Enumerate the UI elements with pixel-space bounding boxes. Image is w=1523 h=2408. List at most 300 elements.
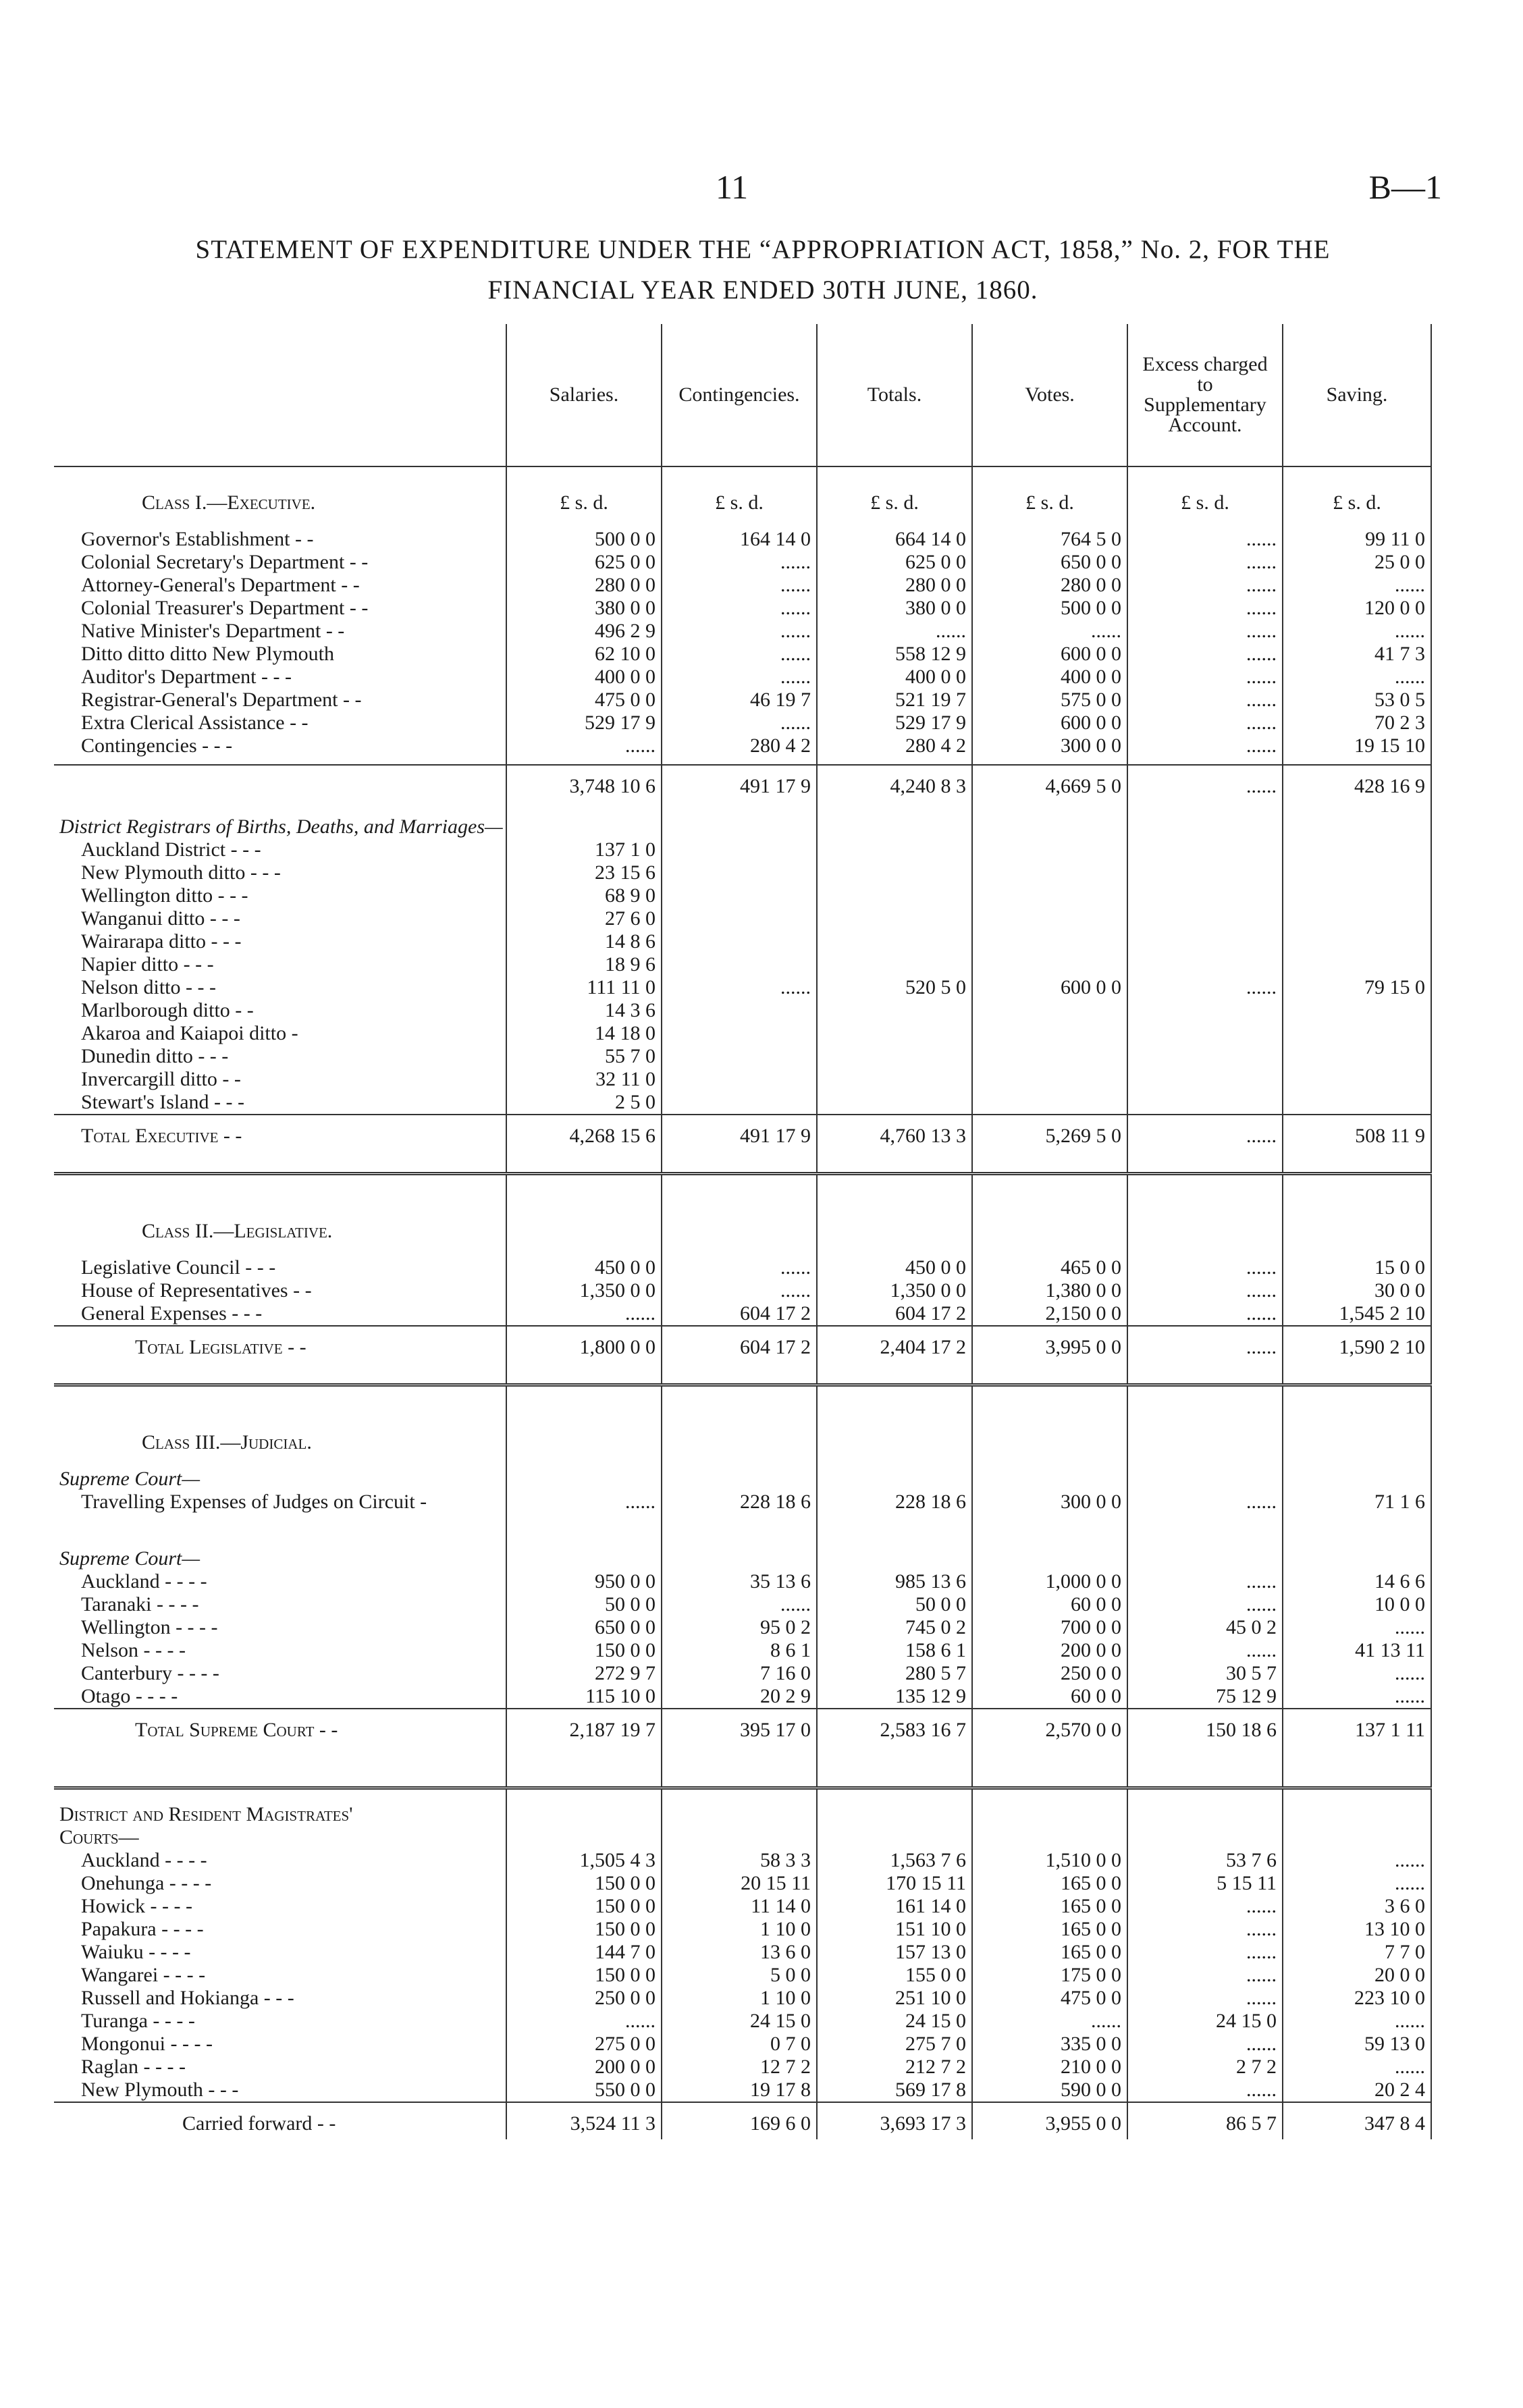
cell-salaries: 150 0 0 xyxy=(506,1639,662,1662)
cell-votes: 650 0 0 xyxy=(972,551,1127,574)
empty-cell xyxy=(817,1826,972,1849)
section-divider xyxy=(54,1174,1431,1196)
cell-excess: 45 0 2 xyxy=(1127,1616,1283,1639)
cell-excess: ...... xyxy=(1127,1987,1283,2010)
cell-votes: 590 0 0 xyxy=(972,2079,1127,2102)
cell-salaries: 4,268 15 6 xyxy=(506,1115,662,1152)
cell-totals: 275 7 0 xyxy=(817,2033,972,2056)
cell-saving: ...... xyxy=(1283,1849,1431,1872)
cell-totals: 625 0 0 xyxy=(817,551,972,574)
unit-label: £ s. d. xyxy=(1283,466,1431,514)
cell-salaries: 475 0 0 xyxy=(506,689,662,712)
cell-votes: 3,995 0 0 xyxy=(972,1326,1127,1363)
cell-saving: 508 11 9 xyxy=(1283,1115,1431,1152)
row-label: Total Supreme Court - - xyxy=(54,1709,506,1746)
header-row xyxy=(54,324,1431,466)
spacer xyxy=(817,1788,972,1804)
empty-cell xyxy=(506,1826,662,1849)
spacer xyxy=(54,1152,506,1174)
row-label: Wellington - - - - xyxy=(81,1616,218,1638)
cell-saving: 10 0 0 xyxy=(1283,1593,1431,1616)
table-row xyxy=(54,1302,1431,1326)
cell-excess: ...... xyxy=(1127,597,1283,620)
cell-contingencies: 20 2 9 xyxy=(662,1685,817,1709)
cell-votes: 165 0 0 xyxy=(972,1895,1127,1918)
cell-votes: 60 0 0 xyxy=(972,1685,1127,1709)
cell-salaries: 650 0 0 xyxy=(506,1616,662,1639)
cell-votes: 210 0 0 xyxy=(972,2056,1127,2079)
cell-excess: ...... xyxy=(1127,1941,1283,1964)
row-label: Extra Clerical Assistance - - xyxy=(81,712,309,734)
cell-votes xyxy=(972,861,1127,884)
unit-label: £ s. d. xyxy=(662,466,817,514)
cell-excess: 5 15 11 xyxy=(1127,1872,1283,1895)
cell-saving: ...... xyxy=(1283,666,1431,689)
cell-votes: 250 0 0 xyxy=(972,1662,1127,1685)
cell-excess: ...... xyxy=(1127,765,1283,802)
spacer xyxy=(1127,1363,1283,1385)
spacer-row xyxy=(54,757,1431,765)
row-label xyxy=(54,765,506,802)
cell-votes: 2,150 0 0 xyxy=(972,1302,1127,1326)
spacer xyxy=(506,1454,662,1468)
cell-contingencies: ...... xyxy=(662,643,817,666)
cell-salaries: 62 10 0 xyxy=(506,643,662,666)
total-row xyxy=(54,1115,1431,1152)
cell-excess: 2 7 2 xyxy=(1127,2056,1283,2079)
cell-totals: 985 13 6 xyxy=(817,1570,972,1593)
spacer-row xyxy=(54,1363,1431,1385)
table-row xyxy=(54,620,1431,643)
cell-saving: ...... xyxy=(1283,1616,1431,1639)
cell-totals: 280 4 2 xyxy=(817,734,972,757)
title-line-2: FINANCIAL YEAR ENDED 30TH JUNE, 1860. xyxy=(487,275,1038,304)
cell-contingencies: 395 17 0 xyxy=(662,1709,817,1746)
cell-totals: ...... xyxy=(817,620,972,643)
registrar-row xyxy=(54,1068,1431,1091)
table-row xyxy=(54,1872,1431,1895)
registrar-row xyxy=(54,930,1431,953)
cell-contingencies: 12 7 2 xyxy=(662,2056,817,2079)
cell-saving xyxy=(1283,953,1431,976)
table-row xyxy=(54,1987,1431,2010)
spacer xyxy=(506,514,662,528)
cell-salaries: ...... xyxy=(506,1302,662,1326)
spacer xyxy=(506,1788,662,1804)
cell-excess: ...... xyxy=(1127,2079,1283,2102)
row-label: Wellington ditto - - - xyxy=(81,884,248,907)
spacer xyxy=(54,1746,506,1788)
spacer xyxy=(662,1788,817,1804)
class-heading: Class I.—Executive. xyxy=(142,491,316,514)
cell-contingencies: 35 13 6 xyxy=(662,1570,817,1593)
cell-salaries: 144 7 0 xyxy=(506,1941,662,1964)
empty-cell xyxy=(662,1468,817,1491)
spacer xyxy=(506,757,662,765)
table-row xyxy=(54,1593,1431,1616)
empty-cell xyxy=(1127,1196,1283,1243)
cell-salaries: 496 2 9 xyxy=(506,620,662,643)
section-heading-label: Class III.—Judicial. xyxy=(142,1431,312,1453)
spacer xyxy=(662,1363,817,1385)
registrar-row xyxy=(54,884,1431,907)
cell-totals: 157 13 0 xyxy=(817,1941,972,1964)
unit-label: £ s. d. xyxy=(972,466,1127,514)
section-heading xyxy=(54,1803,1431,1826)
spacer xyxy=(54,1243,506,1256)
cell-votes xyxy=(972,953,1127,976)
row-label: Napier ditto - - - xyxy=(81,953,214,975)
spacer xyxy=(1283,1243,1431,1256)
spacer xyxy=(817,1385,972,1408)
row-label: Otago - - - - xyxy=(81,1685,178,1707)
cell-totals: 212 7 2 xyxy=(817,2056,972,2079)
cell-excess: ...... xyxy=(1127,1964,1283,1987)
cell-votes: ...... xyxy=(972,2010,1127,2033)
cell-totals: 170 15 11 xyxy=(817,1872,972,1895)
spacer xyxy=(1127,1746,1283,1788)
cell-contingencies xyxy=(662,1068,817,1091)
spacer xyxy=(54,1788,506,1804)
row-label: Contingencies - - - xyxy=(81,734,233,757)
cell-votes: 60 0 0 xyxy=(972,1593,1127,1616)
cell-saving xyxy=(1283,861,1431,884)
spacer xyxy=(54,802,506,815)
cell-contingencies: 169 6 0 xyxy=(662,2102,817,2139)
cell-contingencies: 11 14 0 xyxy=(662,1895,817,1918)
cell-excess: ...... xyxy=(1127,712,1283,734)
cell-totals: 135 12 9 xyxy=(817,1685,972,1709)
empty-cell xyxy=(1283,1547,1431,1570)
cell-excess: ...... xyxy=(1127,1639,1283,1662)
unit-label: £ s. d. xyxy=(506,466,662,514)
cell-saving: 41 7 3 xyxy=(1283,643,1431,666)
cell-saving: 20 0 0 xyxy=(1283,1964,1431,1987)
row-label: General Expenses - - - xyxy=(81,1302,263,1325)
empty-cell xyxy=(1127,1407,1283,1454)
cell-saving xyxy=(1283,907,1431,930)
cell-salaries: 380 0 0 xyxy=(506,597,662,620)
cell-salaries: 14 8 6 xyxy=(506,930,662,953)
cell-saving: 30 0 0 xyxy=(1283,1279,1431,1302)
section-heading-label: Supreme Court— xyxy=(59,1468,201,1490)
cell-totals xyxy=(817,999,972,1022)
cell-totals: 1,563 7 6 xyxy=(817,1849,972,1872)
spacer xyxy=(1283,1788,1431,1804)
cell-totals: 529 17 9 xyxy=(817,712,972,734)
cell-votes xyxy=(972,930,1127,953)
spacer xyxy=(1283,1152,1431,1174)
cell-totals: 380 0 0 xyxy=(817,597,972,620)
section-heading xyxy=(54,1196,1431,1243)
cell-votes: 475 0 0 xyxy=(972,1987,1127,2010)
cell-votes: 165 0 0 xyxy=(972,1872,1127,1895)
cell-salaries: 55 7 0 xyxy=(506,1045,662,1068)
cell-excess: ...... xyxy=(1127,1570,1283,1593)
section-heading-label: Class II.—Legislative. xyxy=(142,1220,333,1242)
section-heading xyxy=(54,815,1431,838)
table-row xyxy=(54,1964,1431,1987)
cell-salaries: 3,524 11 3 xyxy=(506,2102,662,2139)
cell-salaries: 150 0 0 xyxy=(506,1964,662,1987)
spacer xyxy=(662,1514,817,1547)
row-label: New Plymouth ditto - - - xyxy=(81,861,281,884)
cell-contingencies: ...... xyxy=(662,1256,817,1279)
table-row xyxy=(54,1491,1431,1514)
registrar-row xyxy=(54,999,1431,1022)
cell-contingencies: 95 0 2 xyxy=(662,1616,817,1639)
spacer xyxy=(972,1514,1127,1547)
col-totals: Totals. xyxy=(817,324,972,466)
spacer xyxy=(817,514,972,528)
carried-forward-row xyxy=(54,2102,1431,2139)
empty-cell xyxy=(1127,1803,1283,1826)
row-label: Nelson ditto - - - xyxy=(81,976,216,998)
cell-contingencies: 228 18 6 xyxy=(662,1491,817,1514)
cell-votes: 400 0 0 xyxy=(972,666,1127,689)
spacer xyxy=(662,757,817,765)
spacer xyxy=(1283,1746,1431,1788)
empty-cell xyxy=(972,1547,1127,1570)
col-contingencies: Contingencies. xyxy=(662,324,817,466)
cell-salaries: 1,800 0 0 xyxy=(506,1326,662,1363)
cell-saving: 7 7 0 xyxy=(1283,1941,1431,1964)
table-row xyxy=(54,1918,1431,1941)
row-label: Colonial Treasurer's Department - - xyxy=(81,597,369,619)
cell-saving: 53 0 5 xyxy=(1283,689,1431,712)
empty-cell xyxy=(1283,1803,1431,1826)
empty-cell xyxy=(662,1803,817,1826)
cell-contingencies: ...... xyxy=(662,620,817,643)
cell-contingencies: 1 10 0 xyxy=(662,1918,817,1941)
cell-excess: ...... xyxy=(1127,574,1283,597)
cell-votes xyxy=(972,999,1127,1022)
cell-excess: 86 5 7 xyxy=(1127,2102,1283,2139)
cell-saving xyxy=(1283,884,1431,907)
cell-contingencies xyxy=(662,953,817,976)
cell-excess: ...... xyxy=(1127,1279,1283,1302)
cell-salaries: 272 9 7 xyxy=(506,1662,662,1685)
cell-excess: ...... xyxy=(1127,1918,1283,1941)
empty-cell xyxy=(1127,1826,1283,1849)
cell-saving xyxy=(1283,930,1431,953)
cell-contingencies: ...... xyxy=(662,1593,817,1616)
spacer xyxy=(817,1174,972,1196)
cell-salaries: ...... xyxy=(506,1491,662,1514)
cell-salaries: 150 0 0 xyxy=(506,1872,662,1895)
empty-cell xyxy=(1127,1468,1283,1491)
spacer xyxy=(817,802,972,815)
empty-cell xyxy=(1283,815,1431,838)
section-heading-label: District and Resident Magistrates' xyxy=(59,1803,353,1825)
section-heading-label: District Registrars of Births, Deaths, and Marriages— xyxy=(59,815,503,838)
row-label: Colonial Secretary's Department - - xyxy=(81,551,369,573)
table-row xyxy=(54,1616,1431,1639)
spacer xyxy=(1127,757,1283,765)
cell-votes: 200 0 0 xyxy=(972,1639,1127,1662)
col-excess: Excess charged to Supplementary Account. xyxy=(1127,324,1283,466)
row-label: Howick - - - - xyxy=(81,1895,192,1917)
cell-totals: 24 15 0 xyxy=(817,2010,972,2033)
row-label: Auckland District - - - xyxy=(81,838,261,861)
cell-contingencies xyxy=(662,884,817,907)
spacer-row xyxy=(54,1454,1431,1468)
cell-votes xyxy=(972,1068,1127,1091)
spacer xyxy=(506,1363,662,1385)
cell-totals xyxy=(817,1045,972,1068)
table-row xyxy=(54,597,1431,620)
cell-salaries: 18 9 6 xyxy=(506,953,662,976)
cell-excess: ...... xyxy=(1127,1256,1283,1279)
cell-excess: 53 7 6 xyxy=(1127,1849,1283,1872)
table-row xyxy=(54,1849,1431,1872)
spacer xyxy=(506,1385,662,1408)
spacer-row xyxy=(54,1746,1431,1788)
spacer xyxy=(1283,802,1431,815)
spacer xyxy=(54,1454,506,1468)
cell-saving: 59 13 0 xyxy=(1283,2033,1431,2056)
table-row xyxy=(54,1895,1431,1918)
cell-excess: 75 12 9 xyxy=(1127,1685,1283,1709)
cell-saving: 13 10 0 xyxy=(1283,1918,1431,1941)
cell-saving: ...... xyxy=(1283,2010,1431,2033)
cell-totals: 450 0 0 xyxy=(817,1256,972,1279)
cell-salaries: 23 15 6 xyxy=(506,861,662,884)
spacer xyxy=(1127,1152,1283,1174)
table-row xyxy=(54,1662,1431,1685)
table-row xyxy=(54,712,1431,734)
cell-saving: 137 1 11 xyxy=(1283,1709,1431,1746)
cell-excess xyxy=(1127,907,1283,930)
row-label: Akaroa and Kaiapoi ditto - xyxy=(81,1022,298,1044)
cell-salaries: 115 10 0 xyxy=(506,1685,662,1709)
cell-saving: 71 1 6 xyxy=(1283,1491,1431,1514)
spacer xyxy=(662,1174,817,1196)
spacer xyxy=(972,1385,1127,1408)
table-row xyxy=(54,734,1431,757)
cell-totals: 520 5 0 xyxy=(817,976,972,999)
spacer xyxy=(972,802,1127,815)
cell-excess: 150 18 6 xyxy=(1127,1709,1283,1746)
spacer-row xyxy=(54,1152,1431,1174)
header-label-cell xyxy=(54,324,506,466)
cell-votes: 300 0 0 xyxy=(972,734,1127,757)
registrar-row xyxy=(54,953,1431,976)
spacer xyxy=(54,1385,506,1408)
empty-cell xyxy=(972,1196,1127,1243)
empty-cell xyxy=(662,815,817,838)
cell-saving: ...... xyxy=(1283,574,1431,597)
cell-votes: 500 0 0 xyxy=(972,597,1127,620)
spacer xyxy=(54,1363,506,1385)
table-row xyxy=(54,1639,1431,1662)
registrar-row xyxy=(54,907,1431,930)
spacer xyxy=(506,1243,662,1256)
empty-cell xyxy=(1283,1407,1431,1454)
cell-votes: 165 0 0 xyxy=(972,1941,1127,1964)
cell-votes: 4,669 5 0 xyxy=(972,765,1127,802)
spacer xyxy=(506,1514,662,1547)
spacer xyxy=(54,1174,506,1196)
row-label: Nelson - - - - xyxy=(81,1639,186,1661)
empty-cell xyxy=(972,1407,1127,1454)
spacer xyxy=(1283,514,1431,528)
col-saving: Saving. xyxy=(1283,324,1431,466)
cell-excess: ...... xyxy=(1127,1491,1283,1514)
cell-salaries: 137 1 0 xyxy=(506,838,662,861)
cell-excess xyxy=(1127,838,1283,861)
registrar-row xyxy=(54,1091,1431,1115)
cell-totals: 2,404 17 2 xyxy=(817,1326,972,1363)
cell-saving: 223 10 0 xyxy=(1283,1987,1431,2010)
cell-salaries: 529 17 9 xyxy=(506,712,662,734)
row-label: Wanganui ditto - - - xyxy=(81,907,240,930)
cell-salaries: 50 0 0 xyxy=(506,1593,662,1616)
cell-excess: ...... xyxy=(1127,734,1283,757)
row-label: Wangarei - - - - xyxy=(81,1964,206,1986)
spacer xyxy=(1283,757,1431,765)
cell-salaries: 68 9 0 xyxy=(506,884,662,907)
empty-cell xyxy=(972,1826,1127,1849)
cell-totals: 251 10 0 xyxy=(817,1987,972,2010)
cell-contingencies: 24 15 0 xyxy=(662,2010,817,2033)
cell-excess xyxy=(1127,1022,1283,1045)
empty-cell xyxy=(1283,1468,1431,1491)
cell-votes: 165 0 0 xyxy=(972,1918,1127,1941)
cell-saving: ...... xyxy=(1283,1685,1431,1709)
cell-totals: 521 19 7 xyxy=(817,689,972,712)
table-row xyxy=(54,2033,1431,2056)
cell-totals: 400 0 0 xyxy=(817,666,972,689)
cell-excess: ...... xyxy=(1127,1115,1283,1152)
cell-saving: 428 16 9 xyxy=(1283,765,1431,802)
cell-contingencies: 20 15 11 xyxy=(662,1872,817,1895)
cell-votes: 465 0 0 xyxy=(972,1256,1127,1279)
empty-cell xyxy=(817,815,972,838)
cell-excess: ...... xyxy=(1127,2033,1283,2056)
cell-totals: 2,583 16 7 xyxy=(817,1709,972,1746)
spacer xyxy=(817,1363,972,1385)
cell-saving xyxy=(1283,1045,1431,1068)
cell-contingencies: 604 17 2 xyxy=(662,1326,817,1363)
cell-salaries: 150 0 0 xyxy=(506,1918,662,1941)
cell-votes: 1,380 0 0 xyxy=(972,1279,1127,1302)
cell-saving xyxy=(1283,1068,1431,1091)
cell-votes xyxy=(972,838,1127,861)
cell-contingencies xyxy=(662,999,817,1022)
cell-contingencies: 1 10 0 xyxy=(662,1987,817,2010)
cell-salaries: 950 0 0 xyxy=(506,1570,662,1593)
spacer xyxy=(1283,1514,1431,1547)
cell-contingencies: 46 19 7 xyxy=(662,689,817,712)
cell-votes: 1,510 0 0 xyxy=(972,1849,1127,1872)
section-divider xyxy=(54,1385,1431,1408)
row-label: Attorney-General's Department - - xyxy=(81,574,360,596)
cell-totals: 161 14 0 xyxy=(817,1895,972,1918)
empty-cell xyxy=(972,1468,1127,1491)
spacer xyxy=(817,1454,972,1468)
cell-totals: 3,693 17 3 xyxy=(817,2102,972,2139)
row-label: Native Minister's Department - - xyxy=(81,620,345,642)
cell-saving: ...... xyxy=(1283,1872,1431,1895)
cell-contingencies: 491 17 9 xyxy=(662,765,817,802)
unit-label: £ s. d. xyxy=(1127,466,1283,514)
row-label: Travelling Expenses of Judges on Circuit - xyxy=(81,1491,427,1513)
spacer xyxy=(1283,1454,1431,1468)
cell-saving: 19 15 10 xyxy=(1283,734,1431,757)
cell-saving: ...... xyxy=(1283,2056,1431,2079)
cell-contingencies xyxy=(662,1091,817,1115)
